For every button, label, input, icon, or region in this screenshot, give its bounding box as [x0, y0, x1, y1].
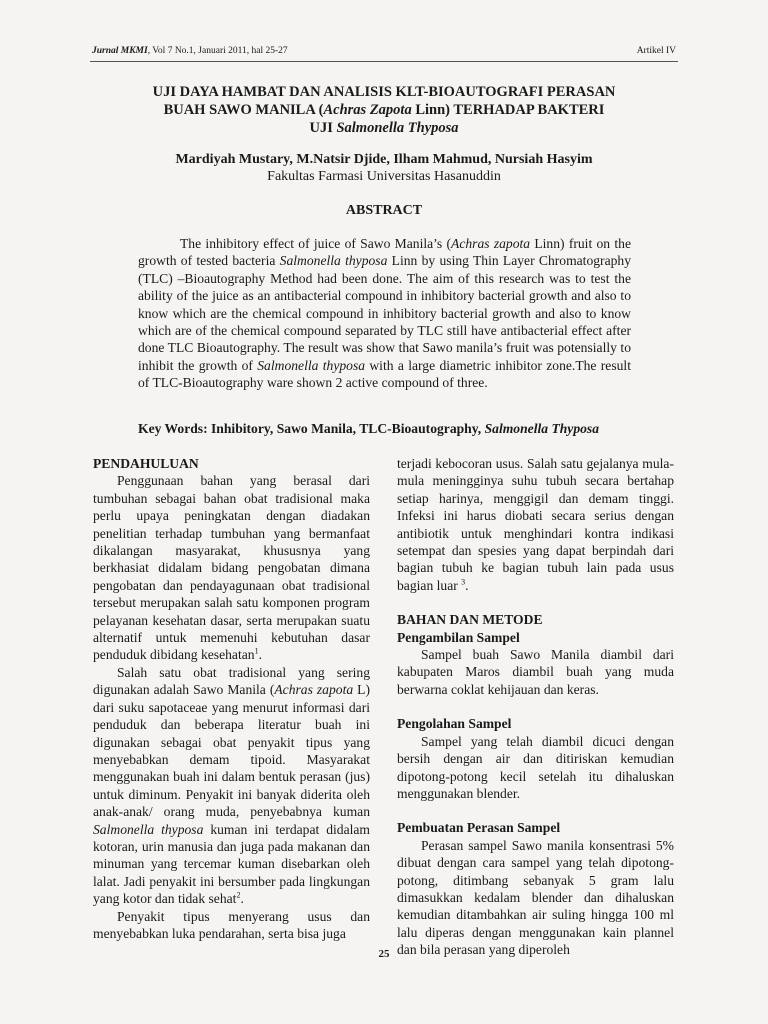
subheading-juice-preparation: Pembuatan Perasan Sampel: [397, 820, 561, 836]
subheading-sampling: Pengambilan Sampel: [397, 629, 520, 645]
paragraph-text: kuman ini terdapat didalam kotoran, urin manusia dan juga pada makanan dan minuman yang tercemar kuman disebarkan oleh lalat. Jadi penyakit ini bersumber pada lingkungan yang kotor dan tidak sehat: [93, 821, 370, 907]
title-line-1: UJI DAYA HAMBAT DAN ANALISIS KLT-BIOAUTOGRAFI PERASAN: [152, 84, 616, 100]
paragraph-text: terjadi kebocoran usus. Salah satu gejalanya mula-mula meningginya suhu tubuh secara bertahap setiap harinya, menggigil dan demam tinggi. Infeksi ini harus diobati secara serius dengan antibiotik untuk menghindari kontra indikasi setempat dan spesies yang dapat berpindah dari bagian tubuh ke bagian tubuh lain pada usus bagian luar: [397, 456, 674, 593]
species-name: Achras zapota: [274, 682, 354, 698]
citation: 2: [236, 890, 241, 900]
paragraph: [93, 472, 370, 663]
journal-citation: [92, 46, 288, 56]
section-heading-introduction: PENDAHULUAN: [93, 456, 199, 471]
citation: 3: [461, 577, 466, 587]
authors: Mardiyah Mustary, M.Natsir Djide, Ilham Mahmud, Nursiah Hasyim: [175, 152, 593, 167]
left-column: [93, 455, 370, 942]
title-line-2: [90, 101, 678, 119]
citation: 1: [254, 646, 259, 656]
abstract-species: Salmonella thyposa: [257, 357, 366, 373]
species-name: Salmonella thyposa: [93, 821, 204, 837]
paragraph-text: Penggunaan bahan yang berasal dari tumbuhan sebagai bahan obat tradisional maka perlu upaya peningkatan dengan diadakan penelitian terhadap tumbuhan yang bermanfaat dikalangan masyarakat, khususnya yang berkhasiat didalam bidang pengobatan dimana pengobatan dan pendayagunaan obat tradisional tersebut merupakan salah satu komponen program pelayanan kesehatan dasar, serta merupakan suatu alternatif untuk memenuhi kebutuhan dasar penduduk dibidang kesehatan: [93, 473, 370, 663]
abstract-species: Achras zapota: [451, 236, 531, 251]
paragraph-text: .: [258, 647, 262, 663]
paragraph: Perasan sampel Sawo manila konsentrasi 5% dibuat dengan cara sampel yang telah dipotong-potong, ditimbang sebanyak 5 gram lalu dimasukkan kedalam blender dan dihaluskan kemudian ditambahkan air suling hingga 100 ml lalu diperas dengan menggunakan kain plannel dan bila perasan yang diperoleh: [397, 837, 674, 958]
paragraph: Penyakit tipus menyerang usus dan menyebabkan luka pendarahan, serta bisa juga: [93, 908, 370, 941]
paragraph: Sampel buah Sawo Manila diambil dari kabupaten Maros diambil buah yang muda berwarna coklat kehijauan dan keras.: [397, 647, 674, 697]
abstract-text: Linn) fruit on the growth of tested bacteria: [138, 236, 631, 269]
paragraph: [397, 455, 674, 594]
paper-title: [90, 83, 678, 137]
paragraph-text: L) dari suku sapotaceae yang menurut informasi dari penduduk dan beberapa literatur buah ini digunakan sebagai obat penyakit tipus yang menyebabkan demam tipoid. Masyarakat menggunakan buah ini dalam bentuk perasan (jus) untuk diminum. Penyakit ini banyak diderita oleh anak-anak/ orang muda, penyebabnya kuman: [93, 682, 370, 820]
title-text: UJI: [309, 120, 337, 136]
paragraph-text: .: [465, 577, 469, 593]
page-number: 25: [378, 948, 390, 960]
keywords-text: Key Words: Inhibitory, Sawo Manila, TLC-Bioautography,: [138, 421, 485, 436]
paragraph: [93, 664, 370, 908]
abstract-heading: ABSTRACT: [345, 203, 423, 218]
abstract-text: The inhibitory effect of juice of Sawo Manila’s (: [180, 236, 452, 251]
title-line-3: [90, 119, 678, 137]
header-rule: [90, 61, 678, 62]
section-heading-methods: BAHAN DAN METODE: [397, 612, 543, 628]
paragraph: Sampel yang telah diambil dicuci dengan bersih dengan air dan ditiriskan kemudian dipotong-potong kecil setelah itu dihaluskan menggunakan blender.: [397, 733, 674, 801]
abstract-text: Linn by using Thin Layer Chromatography (TLC) –Bioautography Method had been done. The aim of this research was to test the ability of the juice as an antibacterial compound in inhibitory bacterial growth and also to know which are the chemical compound in inhibitory bacterial growth and also to know which are of the chemical compound separated by TLC still have antibacterial effect after done TLC Bioautography. The result was show that Sawo manila’s fruit was potensially to inhibit the growth of: [138, 253, 631, 373]
subheading-processing: Pengolahan Sampel: [397, 716, 512, 732]
keywords-species: Salmonella Thyposa: [484, 421, 600, 436]
article-label: Artikel IV: [636, 46, 676, 56]
paragraph-text: .: [240, 891, 244, 907]
title-species: Achras Zapota: [323, 102, 412, 118]
right-column: [397, 455, 674, 959]
title-bacteria: Salmonella Thyposa: [336, 120, 459, 136]
journal-name: Jurnal MKMI: [92, 46, 148, 56]
title-text: BUAH SAWO MANILA (: [163, 102, 324, 118]
journal-issue: , Vol 7 No.1, Januari 2011, hal 25-27: [147, 46, 288, 56]
title-text: Linn) TERHADAP BAKTERI: [411, 102, 605, 118]
paragraph-text: Salah satu obat tradisional yang sering digunakan adalah Sawo Manila (: [93, 664, 370, 698]
running-head: [92, 46, 676, 56]
abstract-species: Salmonella thyposa: [279, 253, 388, 269]
abstract-text: with a large diametric inhibitor zone.The result of TLC-Bioautography ware shown 2 active compound of three.: [138, 357, 631, 391]
affiliation: Fakultas Farmasi Universitas Hasanuddin: [267, 169, 501, 184]
abstract-body: [138, 235, 631, 392]
keywords: [138, 421, 648, 437]
